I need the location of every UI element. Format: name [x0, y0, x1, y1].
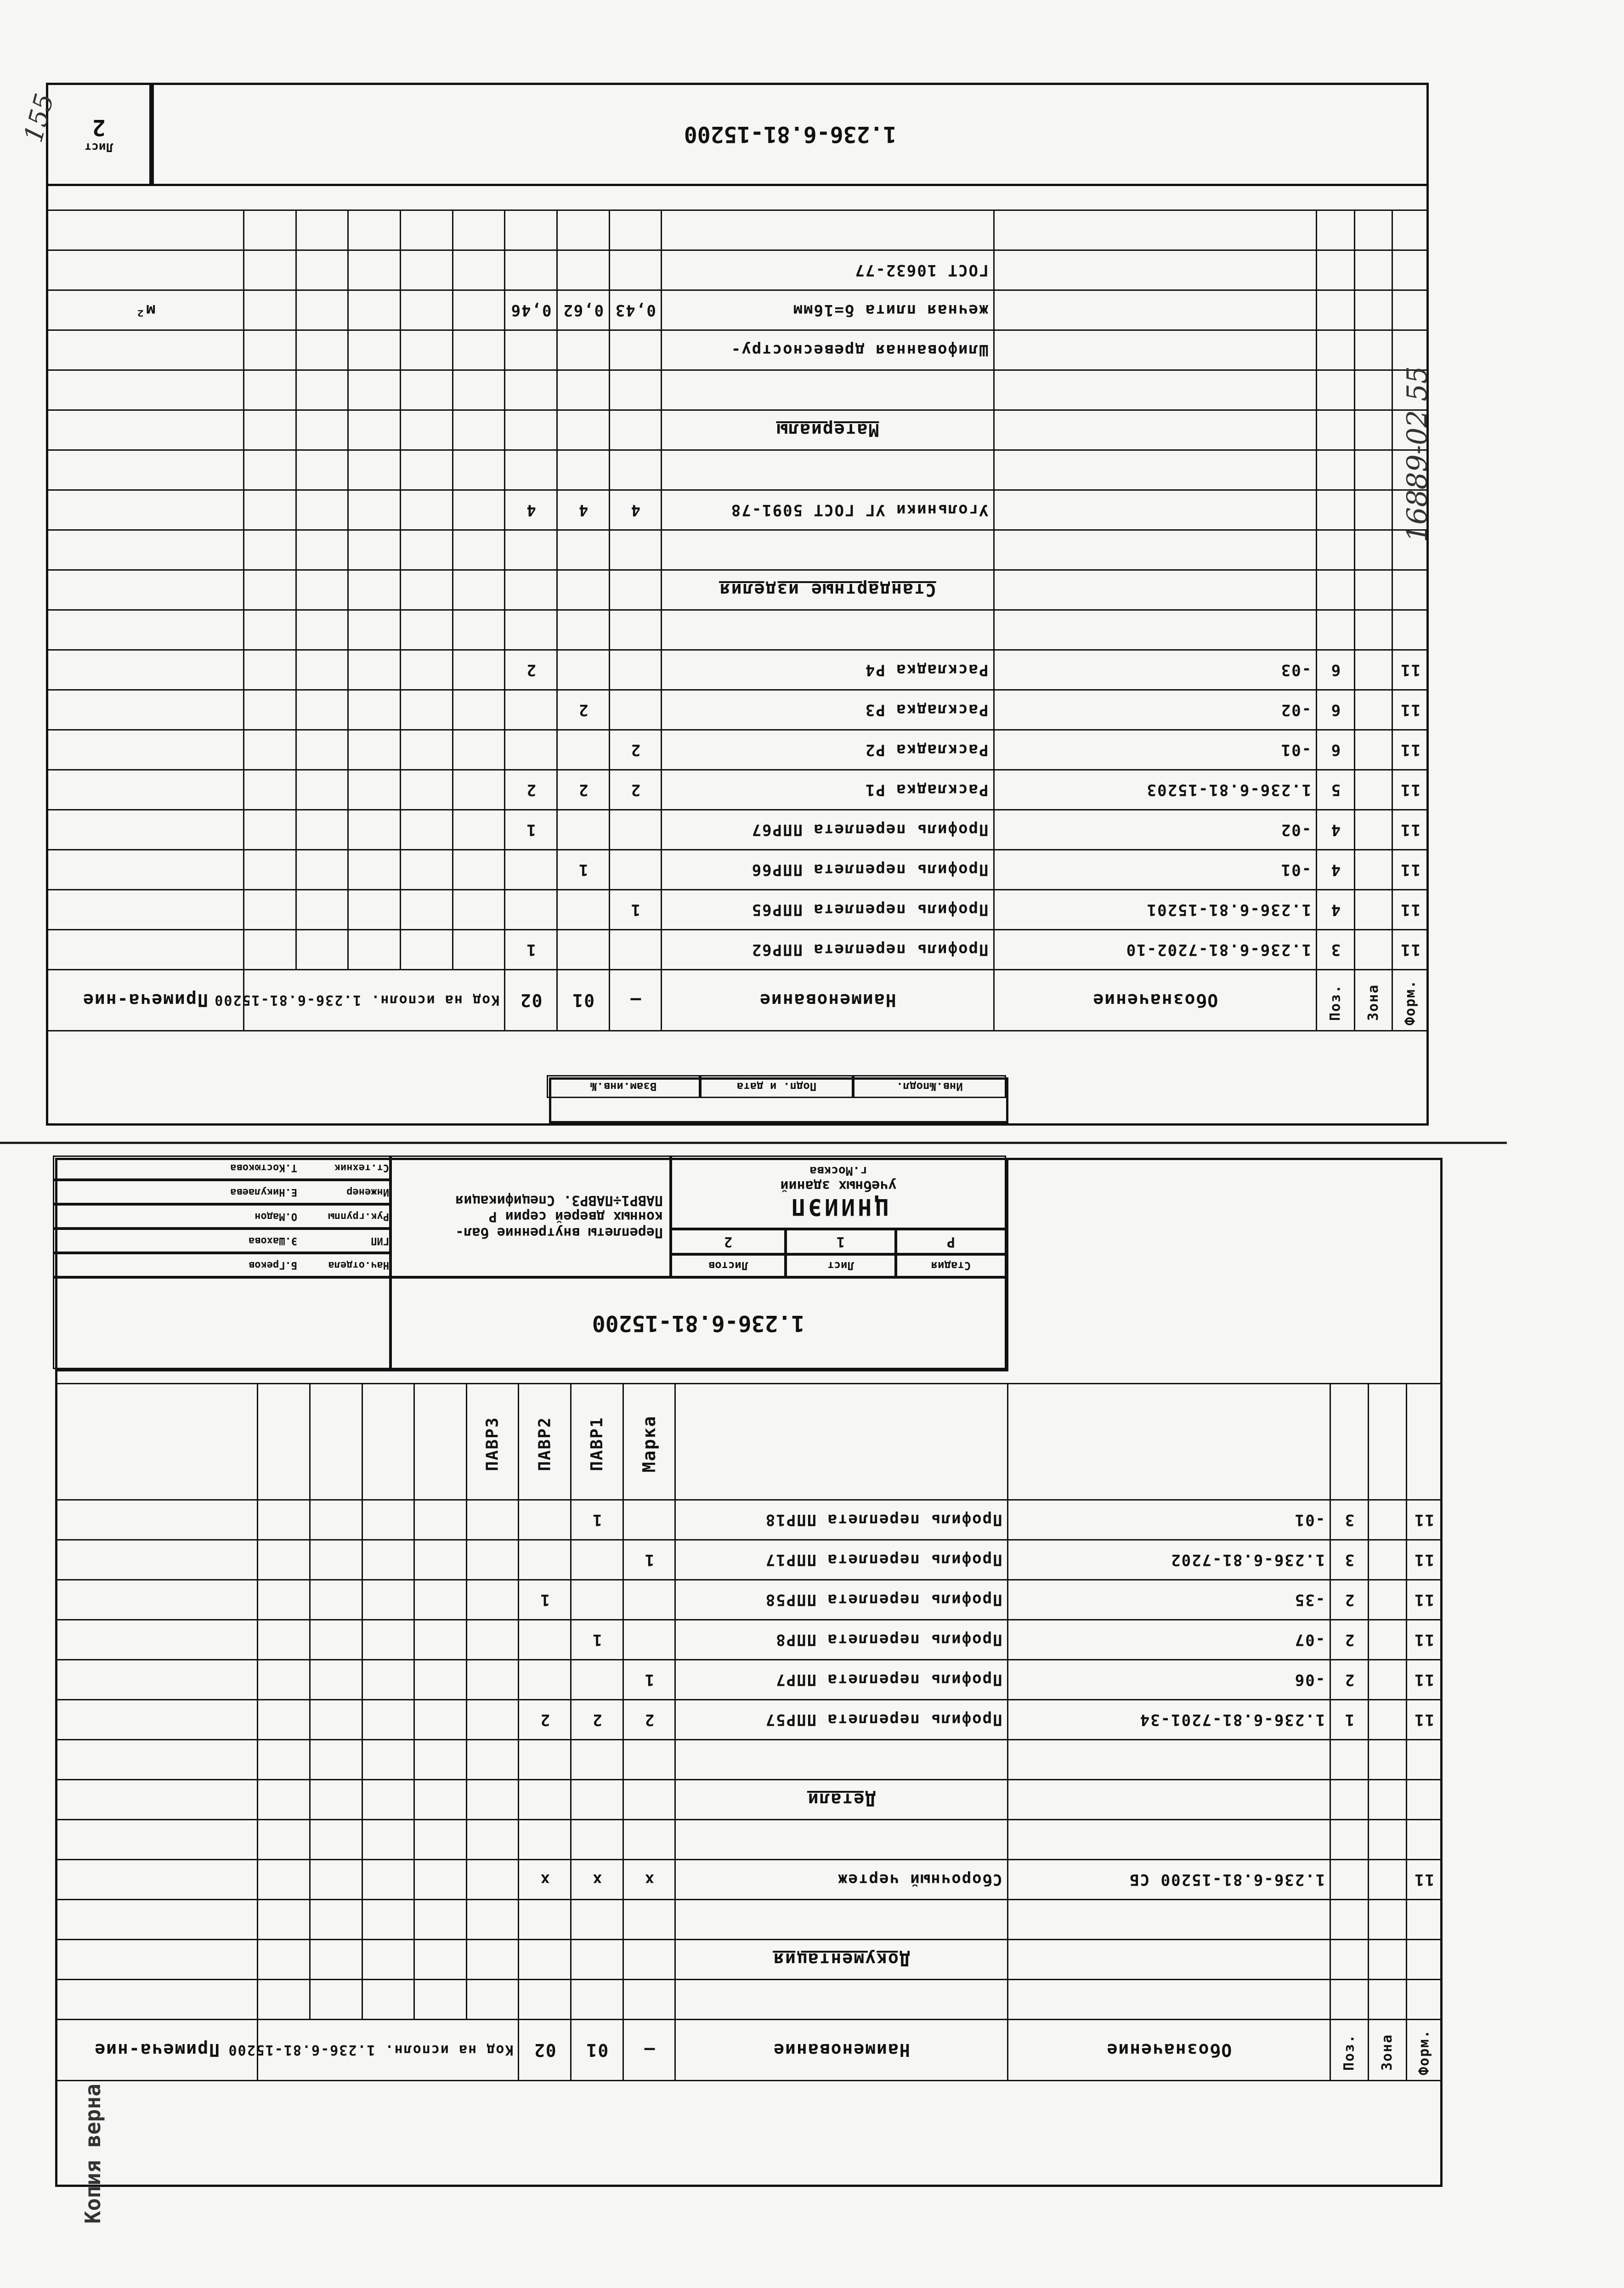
table-row: жечная плита δ=16мм 0,43 0,62 0,46 м²: [47, 290, 1428, 330]
sheet1-sheet-number: 2: [92, 114, 106, 141]
marka-label-cell: Марка: [623, 1384, 675, 1500]
inv-number-label: Инв.№подл.: [853, 1075, 1006, 1098]
copy-note: Копия верна: [80, 2084, 105, 2224]
org-city: г.Москва: [809, 1164, 867, 1178]
table-row: 11 3 1.236-6.81-7202-10 Профиль переплета ППР62 1: [47, 930, 1428, 970]
sheet1-sheet-label: Лист: [84, 140, 113, 154]
sheet2-title-block: [55, 1158, 1008, 1371]
table-row: [56, 1940, 1442, 1980]
stamp-title-line1: Переплеты внутренние бал-: [455, 1224, 663, 1240]
table-row: 11 1.236-6.81-15200 СБ Сборочный чертеж х х х: [56, 1860, 1442, 1900]
table-row: 11 4 1.236-6.81-15201 Профиль переплета ППР65 1: [47, 890, 1428, 930]
table-row: [47, 570, 1428, 610]
sheet2-section-details: Детали: [675, 1780, 1007, 1820]
table-row: [56, 1780, 1442, 1820]
sheet2-h-zone: Зона: [1368, 2020, 1406, 2081]
sheet2-h-format: Форм.: [1406, 2020, 1442, 2081]
sheet1-rows: [47, 210, 1428, 970]
table-row: Угольники УГ ГОСТ 5091-78 4 4 4: [47, 490, 1428, 530]
corner-page-note: 155: [18, 90, 60, 146]
sheet1-h-zone: Зона: [1354, 970, 1392, 1031]
stamp-title-cell: [390, 1155, 671, 1277]
sheet2-h-note: Примеча-ние: [56, 2020, 258, 2081]
sheet1-h-col2: 02: [505, 970, 557, 1031]
table-row: 11 4 -02 Профиль переплета ППР67 1: [47, 810, 1428, 850]
stamp-sheets-value: 2: [671, 1229, 786, 1254]
sheet2-h-pos: Поз.: [1330, 2020, 1369, 2081]
inv-sign-date-label: Подп. и дата: [700, 1075, 853, 1098]
stamp-person-2: ГИП Э.Шахова: [53, 1229, 390, 1253]
table-row: ГОСТ 10632-77: [47, 250, 1428, 290]
table-row: 11 6 -01 Раскладка Р2 2: [47, 730, 1428, 770]
table-row: Шлифованная древесностру-: [47, 330, 1428, 370]
stamp-sheet-value: 1: [786, 1229, 896, 1254]
org-logo-text: ЦНИИЭП: [788, 1194, 888, 1221]
sheet2-section-documentation: Документация: [675, 1940, 1007, 1980]
table-row: [47, 370, 1428, 410]
sheet1-section-materials: Материалы: [662, 410, 994, 450]
table-row: 11 3 1.236-6.81-7202 Профиль переплета ППР17 1: [56, 1540, 1442, 1580]
sheet1-h-note: Примеча-ние: [47, 970, 244, 1031]
sheet2-header-row: [56, 2020, 1442, 2081]
sheet2-h-col1: 01: [571, 2020, 623, 2081]
table-row: 11 1 1.236-6.81-7201-34 Профиль переплета ППР57 2 2 2: [56, 1700, 1442, 1740]
table-row: 11 4 -01 Профиль переплета ППР66 1: [47, 850, 1428, 890]
table-row: 11 2 -35 Профиль переплета ППР58 1: [56, 1580, 1442, 1620]
table-row: 11 3 -01 Профиль переплета ППР18 1: [56, 1500, 1442, 1540]
sheet1-h-pos: Поз.: [1317, 970, 1355, 1031]
marka-row: [56, 1384, 1442, 1500]
stamp-person-3: Рук.группы О.Мадон: [53, 1204, 390, 1229]
inv-replace-label: Взам.инв.№: [547, 1075, 700, 1098]
sheet2-rows: [56, 1384, 1442, 2020]
stamp-stage-label: Стадия: [896, 1254, 1006, 1277]
marka-pavr3: ПАВР3: [466, 1384, 519, 1500]
table-row: 11 6 -02 Раскладка Р3 2: [47, 690, 1428, 730]
table-row: 11 6 -03 Раскладка Р4 2: [47, 650, 1428, 690]
stamp-title-line2: конных дверей серии Р: [488, 1208, 663, 1224]
sheet1-spec-table: [46, 210, 1429, 1031]
sheet1-h-col1: 01: [557, 970, 609, 1031]
sheet1-code-text: 1.236-6.81-15200: [684, 121, 897, 147]
sheets-divider: [0, 1142, 1507, 1144]
sheet1-section-standard: Стандартные изделия: [662, 570, 994, 610]
table-row: [56, 1900, 1442, 1940]
archive-number-note: 16889-02 55: [1401, 366, 1433, 542]
sheet2-h-col0: —: [623, 2020, 675, 2081]
table-row: [47, 450, 1428, 490]
stamp-person-1: Нач.отдела Б.Греков: [53, 1253, 390, 1277]
stamp-stage-value: Р: [896, 1229, 1006, 1254]
marka-pavr1: ПАВР1: [571, 1384, 623, 1500]
sheet2-h-designation: Обозначение: [1007, 2020, 1330, 2081]
sheet1-h-col0: —: [609, 970, 662, 1031]
table-row: [47, 610, 1428, 650]
sheet1-h-designation: Обозначение: [994, 970, 1317, 1031]
org-subtitle: учебных зданий: [780, 1178, 897, 1194]
table-row: [47, 210, 1428, 250]
marka-pavr2: ПАВР2: [519, 1384, 571, 1500]
stamp-empty-cells: [53, 1277, 390, 1369]
sheet1-inventory-strip: [549, 1077, 1008, 1123]
table-row: [56, 1980, 1442, 2020]
sheet2-h-kod: Код на исполн. 1.236-6.81-15200: [258, 2020, 519, 2081]
sheet2-h-name: Наименование: [675, 2020, 1007, 2081]
sheet1-header-row: [47, 970, 1428, 1031]
sheet2-spec-table: [55, 1383, 1443, 2081]
stamp-sheet-label: Лист: [786, 1254, 896, 1277]
sheet1-h-format: Форм.: [1392, 970, 1428, 1031]
sheet2-h-col2: 02: [519, 2020, 571, 2081]
table-row: 11 5 1.236-6.81-15203 Раскладка Р1 2 2 2: [47, 770, 1428, 810]
sheet1-h-name: Наименование: [662, 970, 994, 1031]
stamp-title-line3: ПАВР1÷ПАВР3. Спецификация: [455, 1192, 663, 1208]
stamp-person-4: Инженер Е.Никулаева: [53, 1180, 390, 1204]
stamp-organization: [671, 1155, 1006, 1229]
table-row: 11 2 -06 Профиль переплета ППР7 1: [56, 1660, 1442, 1700]
sheet1-title-code: [152, 83, 1429, 186]
table-row: [47, 530, 1428, 570]
table-row: [56, 1740, 1442, 1780]
stamp-person-5: Ст.техник Т.Костюкова: [53, 1155, 390, 1180]
sheet1-h-kod: Код на исполн. 1.236-6.81-15200: [243, 970, 504, 1031]
stamp-sheets-label: Листов: [671, 1254, 786, 1277]
table-row: 11 2 -07 Профиль переплета ППР8 1: [56, 1620, 1442, 1660]
table-row: [56, 1820, 1442, 1860]
sheet1-sheet-no-box: [46, 83, 152, 186]
table-row: [47, 410, 1428, 450]
stamp-code-cell: 1.236-6.81-15200: [390, 1277, 1006, 1369]
